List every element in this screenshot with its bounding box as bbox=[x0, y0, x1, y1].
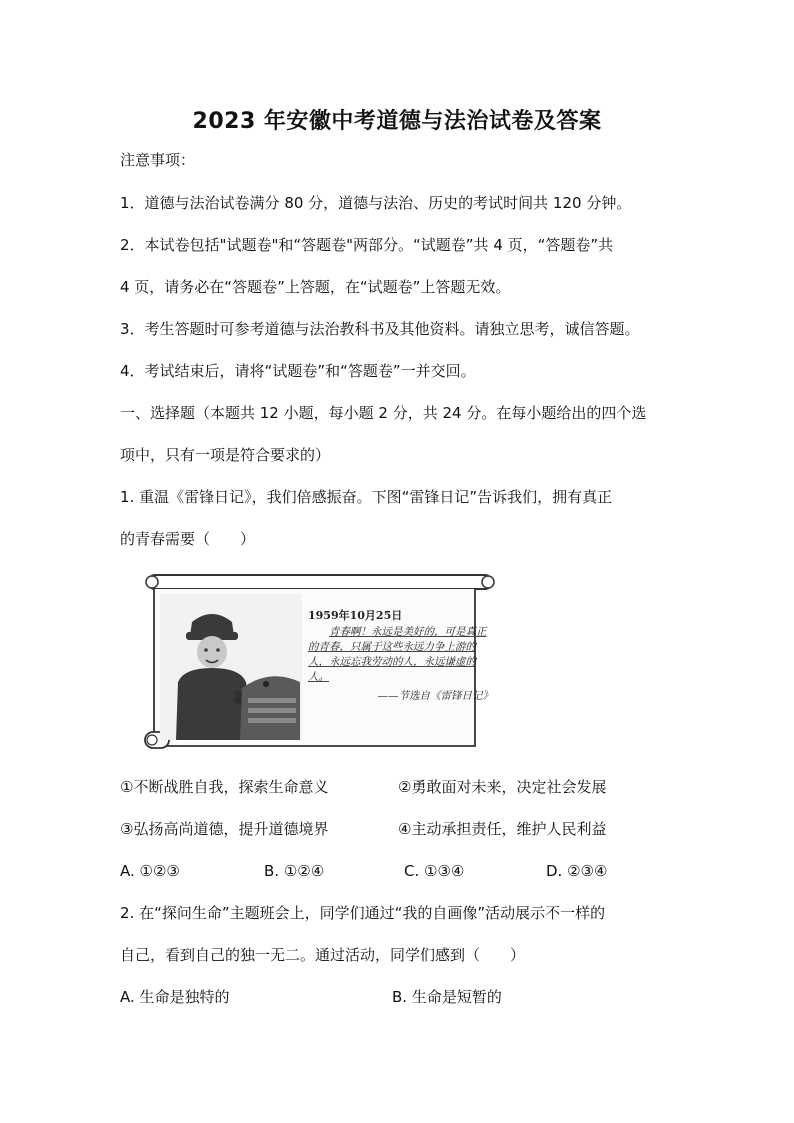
question-1-option-a: A. ①②③ bbox=[120, 862, 180, 880]
statement-3: ③弘扬高尚道德，提升道德境界 bbox=[120, 820, 329, 838]
section-heading: 一、选择题（本题共 12 小题，每小题 2 分，共 24 分。在每小题给出的四个选 bbox=[120, 404, 647, 422]
question-2-option-a: A. 生命是独特的 bbox=[120, 988, 230, 1006]
diary-text-block bbox=[308, 608, 493, 704]
diary-body: 青春啊！永远是美好的，可是真正的青春，只属于这些永远力争上游的人，永远忘我劳动的人，永远谦虚的人。 bbox=[308, 626, 487, 683]
question-1-option-d: D. ②③④ bbox=[546, 862, 608, 880]
notice-item-2-continued: 4 页，请务必在“答题卷”上答题，在“试题卷”上答题无效。 bbox=[120, 278, 511, 296]
notice-item-3: 3．考生答题时可参考道德与法治教科书及其他资料。请独立思考，诚信答题。 bbox=[120, 320, 640, 338]
document-title: 2023 年安徽中考道德与法治试卷及答案 bbox=[192, 109, 602, 134]
question-2-stem-continued: 自己，看到自己的独一无二。通过活动，同学们感到（ ） bbox=[120, 946, 526, 964]
section-heading-continued: 项中，只有一项是符合要求的） bbox=[120, 446, 331, 464]
question-1-stem: 1. 重温《雷锋日记》，我们倍感振奋。下图“雷锋日记”告诉我们，拥有真正 bbox=[120, 488, 613, 506]
vehicle-photo bbox=[240, 676, 300, 740]
diary-source: ——节选自《雷锋日记》 bbox=[377, 690, 493, 702]
statement-2: ②勇敢面对未来，决定社会发展 bbox=[398, 778, 607, 796]
notice-heading: 注意事项： bbox=[120, 151, 196, 169]
lei-feng-diary-image bbox=[140, 570, 500, 755]
question-2-option-b: B. 生命是短暂的 bbox=[392, 988, 502, 1006]
question-1-option-b: B. ①②④ bbox=[264, 862, 325, 880]
question-2-stem: 2. 在“探问生命”主题班会上，同学们通过“我的自画像”活动展示不一样的 bbox=[120, 904, 606, 922]
question-1-stem-continued: 的青春需要（ ） bbox=[120, 530, 256, 548]
diary-date: 1959年10月25日 bbox=[308, 609, 403, 622]
statement-1: ①不断战胜自我，探索生命意义 bbox=[120, 778, 329, 796]
question-1-option-c: C. ①③④ bbox=[404, 862, 465, 880]
notice-item-4: 4．考试结束后，请将“试题卷”和“答题卷”一并交回。 bbox=[120, 362, 476, 380]
notice-item-2: 2．本试卷包括"试题卷"和“答题卷"两部分。“试题卷”共 4 页，“答题卷”共 bbox=[120, 236, 614, 254]
notice-item-1: 1．道德与法治试卷满分 80 分，道德与法治、历史的考试时间共 120 分钟。 bbox=[120, 194, 632, 212]
statement-4: ④主动承担责任，维护人民利益 bbox=[398, 820, 607, 838]
